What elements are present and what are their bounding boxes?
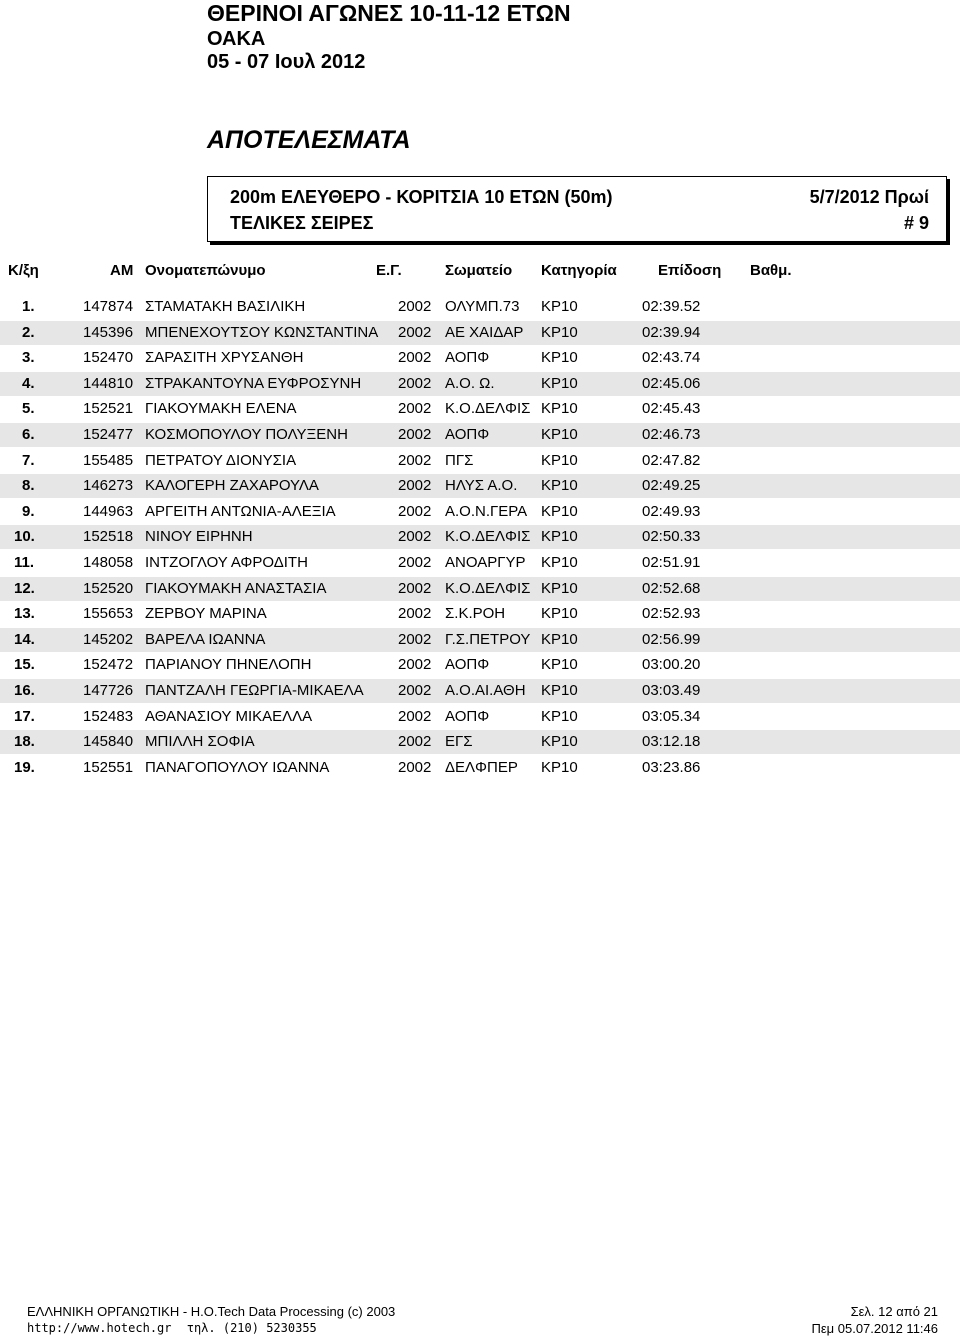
am: 152477 xyxy=(83,426,134,443)
table-row xyxy=(0,628,960,652)
club: ΑΟΠΦ xyxy=(445,426,490,443)
table-row xyxy=(0,321,960,345)
table-row xyxy=(0,346,960,370)
category: ΚΡ10 xyxy=(541,349,578,367)
time: 03:12.18 xyxy=(642,733,701,751)
category: ΚΡ10 xyxy=(541,682,578,699)
rank: 6. xyxy=(22,426,35,443)
rank: 8. xyxy=(22,477,35,495)
club: Σ.Κ.ΡΟΗ xyxy=(445,605,506,623)
athlete-name: ΠΑΝΑΓΟΠΟΥΛΟΥ ΙΩΑΝΝΑ xyxy=(145,758,330,776)
club: Γ.Σ.ΠΕΤΡΟΥ xyxy=(445,630,531,648)
time: 02:56.99 xyxy=(642,630,701,648)
table-row xyxy=(0,372,960,396)
am: 152483 xyxy=(83,707,134,725)
athlete-name: ΠΑΝΤΖΑΛΗ ΓΕΩΡΓΙΑ-ΜΙΚΑΕΛΑ xyxy=(145,682,364,699)
club: ΟΛΥΜΠ.73 xyxy=(445,298,520,315)
footer-company xyxy=(27,1304,395,1319)
table-row xyxy=(0,423,960,447)
am: 147726 xyxy=(83,682,134,699)
club: Α.Ο. Ω. xyxy=(445,374,495,392)
club: ΔΕΛΦΠΕΡ xyxy=(445,758,518,776)
col-name: Ονοματεπώνυμο xyxy=(145,262,266,279)
rank: 19. xyxy=(14,758,35,776)
birth-year: 2002 xyxy=(398,426,432,443)
event-date-session: 5/7/2012 Πρωί xyxy=(809,187,929,207)
birth-year: 2002 xyxy=(398,298,432,315)
club: Α.Ο.ΑΙ.ΑΘΗ xyxy=(445,682,526,699)
table-row xyxy=(0,679,960,703)
athlete-name: ΜΠΙΛΛΗ ΣΟΦΙΑ xyxy=(145,733,255,751)
category: ΚΡ10 xyxy=(541,374,578,392)
table-row xyxy=(0,756,960,780)
category: ΚΡ10 xyxy=(541,707,578,725)
birth-year: 2002 xyxy=(398,349,432,367)
table-row xyxy=(0,525,960,549)
category: ΚΡ10 xyxy=(541,758,578,776)
am: 152520 xyxy=(83,579,134,597)
rank: 14. xyxy=(14,630,35,648)
am: 145202 xyxy=(83,630,134,648)
table-row xyxy=(0,705,960,729)
time: 02:45.43 xyxy=(642,400,701,418)
club: ΠΓΣ xyxy=(445,451,474,469)
am: 152518 xyxy=(83,528,134,546)
rank: 10. xyxy=(14,528,35,546)
athlete-name: ΚΑΛΟΓΕΡΗ ΖΑΧΑΡΟΥΛΑ xyxy=(145,477,319,495)
time: 02:46.73 xyxy=(642,426,701,443)
birth-year: 2002 xyxy=(398,656,432,674)
time: 03:05.34 xyxy=(642,707,701,725)
birth-year: 2002 xyxy=(398,682,432,699)
birth-year: 2002 xyxy=(398,528,432,546)
time: 02:52.93 xyxy=(642,605,701,623)
event-box xyxy=(207,176,947,242)
am: 152472 xyxy=(83,656,134,674)
table-row xyxy=(0,397,960,421)
club: ΗΛΥΣ Α.Ο. xyxy=(445,477,518,495)
table-row xyxy=(0,295,960,319)
table-row xyxy=(0,551,960,575)
rank: 9. xyxy=(22,502,35,520)
am: 145840 xyxy=(83,733,134,751)
category: ΚΡ10 xyxy=(541,528,578,546)
time: 02:49.25 xyxy=(642,477,701,495)
rank: 3. xyxy=(22,349,35,367)
rank: 7. xyxy=(22,451,35,469)
athlete-name: ΜΠΕΝΕΧΟΥΤΣΟΥ ΚΩΝΣΤΑΝΤΙΝΑ xyxy=(145,323,379,341)
birth-year: 2002 xyxy=(398,707,432,725)
category: ΚΡ10 xyxy=(541,605,578,623)
footer-company-name: ΕΛΛΗΝΙΚΗ ΟΡΓΑΝΩΤΙΚΗ - Η.Ο.Tech xyxy=(27,1304,245,1319)
category: ΚΡ10 xyxy=(541,298,578,315)
time: 02:52.68 xyxy=(642,579,701,597)
category: ΚΡ10 xyxy=(541,554,578,571)
col-am: ΑΜ xyxy=(110,262,134,279)
am: 147874 xyxy=(83,298,134,315)
club: Κ.Ο.ΔΕΛΦΙΣ xyxy=(445,528,531,546)
rank: 18. xyxy=(14,733,35,751)
time: 03:00.20 xyxy=(642,656,701,674)
footer-phone: τηλ. (210) 5230355 xyxy=(186,1321,317,1335)
athlete-name: ΠΑΡΙΑΝΟΥ ΠΗΝΕΛΟΠΗ xyxy=(145,656,312,674)
time: 02:50.33 xyxy=(642,528,701,546)
footer-print-timestamp: Πεμ 05.07.2012 11:46 xyxy=(811,1321,938,1336)
am: 155485 xyxy=(83,451,134,469)
category: ΚΡ10 xyxy=(541,579,578,597)
club: ΕΓΣ xyxy=(445,733,473,751)
athlete-name: ΖΕΡΒΟΥ ΜΑΡΙΝΑ xyxy=(145,605,267,623)
am: 148058 xyxy=(83,554,134,571)
birth-year: 2002 xyxy=(398,605,432,623)
category: ΚΡ10 xyxy=(541,656,578,674)
am: 152551 xyxy=(83,758,134,776)
athlete-name: ΣΤΡΑΚΑΝΤΟΥΝΑ ΕΥΦΡΟΣΥΝΗ xyxy=(145,374,362,392)
athlete-name: ΣΑΡΑΣΙΤΗ ΧΡΥΣΑΝΘΗ xyxy=(145,349,304,367)
athlete-name: ΑΡΓΕΙΤΗ ΑΝΤΩΝΙΑ-ΑΛΕΞΙΑ xyxy=(145,502,336,520)
am: 152470 xyxy=(83,349,134,367)
rank: 1. xyxy=(22,298,35,315)
category: ΚΡ10 xyxy=(541,477,578,495)
col-club: Σωματείο xyxy=(445,262,513,279)
am: 145396 xyxy=(83,323,134,341)
category: ΚΡ10 xyxy=(541,426,578,443)
category: ΚΡ10 xyxy=(541,451,578,469)
table-row xyxy=(0,500,960,524)
table-row xyxy=(0,730,960,754)
birth-year: 2002 xyxy=(398,630,432,648)
birth-year: 2002 xyxy=(398,374,432,392)
table-row xyxy=(0,602,960,626)
club: ΑΕ ΧΑΙΔΑΡ xyxy=(445,323,524,341)
event-dates: 05 - 07 Ιουλ 2012 xyxy=(207,51,366,73)
athlete-name: ΚΟΣΜΟΠΟΥΛΟΥ ΠΟΛΥΞΕΝΗ xyxy=(145,426,348,443)
athlete-name: ΒΑΡΕΛΑ ΙΩΑΝΝΑ xyxy=(145,630,266,648)
athlete-name: ΝΙΝΟΥ ΕΙΡΗΝΗ xyxy=(145,528,253,546)
table-row xyxy=(0,449,960,473)
event-name: 200m ΕΛΕΥΘΕΡΟ - ΚΟΡΙΤΣΙΑ 10 ΕΤΩΝ (50m) xyxy=(230,187,613,207)
birth-year: 2002 xyxy=(398,400,432,418)
competition-title: ΘΕΡΙΝΟΙ ΑΓΩΝΕΣ 10-11-12 ΕΤΩΝ xyxy=(207,0,571,26)
footer-website[interactable]: http://www.hotech.gr xyxy=(27,1321,172,1335)
event-stage: ΤΕΛΙΚΕΣ ΣΕΙΡΕΣ xyxy=(230,213,374,233)
time: 02:39.52 xyxy=(642,298,701,315)
category: ΚΡ10 xyxy=(541,400,578,418)
time: 02:39.94 xyxy=(642,323,701,341)
rank: 11. xyxy=(14,554,35,571)
am: 144810 xyxy=(83,374,134,392)
col-rank: Κ/ξη xyxy=(8,262,39,279)
time: 02:49.93 xyxy=(642,502,701,520)
rank: 2. xyxy=(22,323,35,341)
results-title: ΑΠΟΤΕΛΕΣΜΑΤΑ xyxy=(207,126,411,154)
athlete-name: ΓΙΑΚΟΥΜΑΚΗ ΑΝΑΣΤΑΣΙΑ xyxy=(145,579,327,597)
table-row xyxy=(0,653,960,677)
club: Α.Ο.Ν.ΓΕΡΑ xyxy=(445,502,528,520)
col-points: Βαθμ. xyxy=(750,262,792,279)
athlete-name: ΠΕΤΡΑΤΟΥ ΔΙΟΝΥΣΙΑ xyxy=(145,451,297,469)
club: Κ.Ο.ΔΕΛΦΙΣ xyxy=(445,579,531,597)
am: 146273 xyxy=(83,477,134,495)
am: 155653 xyxy=(83,605,134,623)
athlete-name: ΑΘΑΝΑΣΙΟΥ ΜΙΚΑΕΛΛΑ xyxy=(145,707,313,725)
venue: ΟΑΚΑ xyxy=(207,28,266,50)
footer-page-number: Σελ. 12 από 21 xyxy=(850,1304,938,1319)
rank: 13. xyxy=(14,605,35,623)
am: 152521 xyxy=(83,400,134,418)
col-category: Κατηγορία xyxy=(541,262,617,279)
table-row xyxy=(0,474,960,498)
birth-year: 2002 xyxy=(398,579,432,597)
time: 02:45.06 xyxy=(642,374,701,392)
club: ΑΟΠΦ xyxy=(445,349,490,367)
rank: 5. xyxy=(22,400,35,418)
athlete-name: ΙΝΤΖΟΓΛΟΥ ΑΦΡΟΔΙΤΗ xyxy=(145,554,308,571)
time: 02:51.91 xyxy=(642,554,701,571)
am: 144963 xyxy=(83,502,134,520)
table-row xyxy=(0,577,960,601)
birth-year: 2002 xyxy=(398,323,432,341)
time: 03:23.86 xyxy=(642,758,701,776)
col-performance: Επίδοση xyxy=(658,262,722,279)
category: ΚΡ10 xyxy=(541,733,578,751)
footer-processing: Data Processing (c) 2003 xyxy=(248,1304,396,1319)
birth-year: 2002 xyxy=(398,758,432,776)
footer-contact xyxy=(27,1321,317,1335)
rank: 17. xyxy=(14,707,35,725)
birth-year: 2002 xyxy=(398,502,432,520)
rank: 15. xyxy=(14,656,35,674)
club: ΑΝΟΑΡΓΥΡ xyxy=(445,554,526,571)
athlete-name: ΣΤΑΜΑΤΑΚΗ ΒΑΣΙΛΙΚΗ xyxy=(145,298,306,315)
rank: 4. xyxy=(22,374,35,392)
category: ΚΡ10 xyxy=(541,323,578,341)
athlete-name: ΓΙΑΚΟΥΜΑΚΗ ΕΛΕΝΑ xyxy=(145,400,297,418)
club: Κ.Ο.ΔΕΛΦΙΣ xyxy=(445,400,531,418)
birth-year: 2002 xyxy=(398,554,432,571)
category: ΚΡ10 xyxy=(541,502,578,520)
birth-year: 2002 xyxy=(398,733,432,751)
rank: 16. xyxy=(14,682,35,699)
birth-year: 2002 xyxy=(398,477,432,495)
event-number: # 9 xyxy=(903,213,929,233)
category: ΚΡ10 xyxy=(541,630,578,648)
time: 03:03.49 xyxy=(642,682,701,699)
club: ΑΟΠΦ xyxy=(445,656,490,674)
time: 02:47.82 xyxy=(642,451,701,469)
time: 02:43.74 xyxy=(642,349,701,367)
club: ΑΟΠΦ xyxy=(445,707,490,725)
rank: 12. xyxy=(14,579,35,597)
col-year: Ε.Γ. xyxy=(376,262,402,279)
birth-year: 2002 xyxy=(398,451,432,469)
